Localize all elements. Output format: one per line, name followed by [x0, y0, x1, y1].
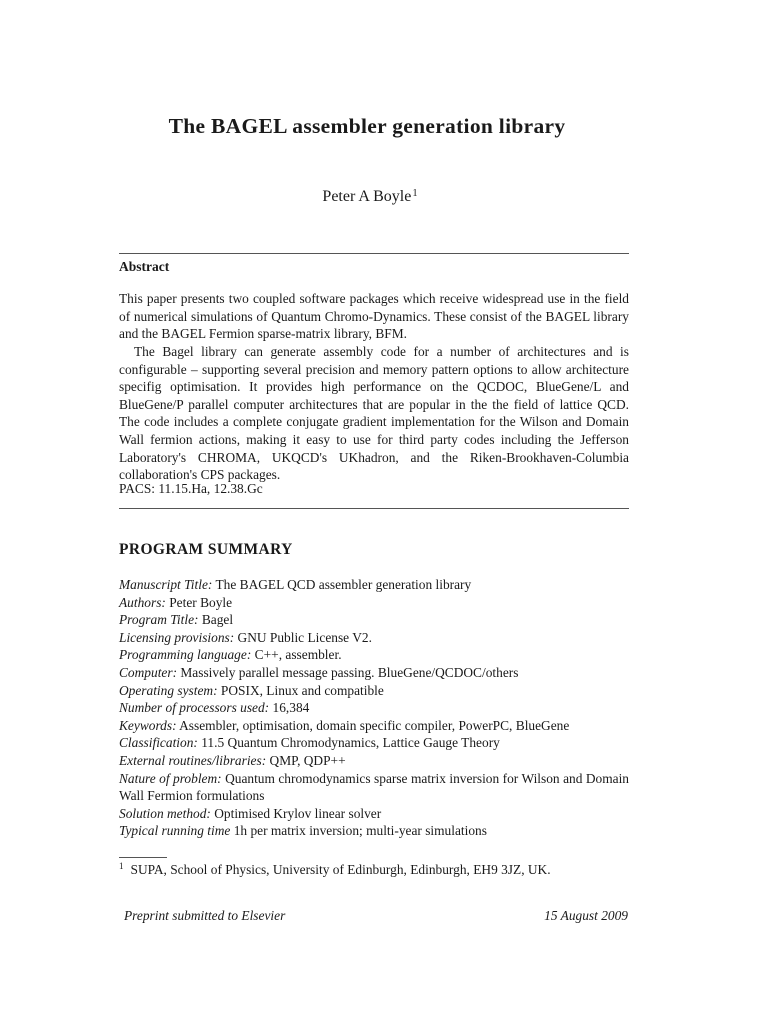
summary-value: POSIX, Linux and compatible: [220, 682, 384, 698]
summary-row: [119, 770, 629, 805]
summary-value: Quantum chromodynamics sparse matrix inversion for Wilson and Domain Wall Fermion formulations: [119, 770, 629, 804]
summary-value: Optimised Krylov linear solver: [214, 805, 382, 821]
author-footnote-mark: 1: [412, 188, 418, 199]
summary-key: Number of processors used:: [119, 700, 270, 716]
preprint-date: 15 August 2009: [544, 908, 628, 923]
summary-row: [119, 734, 629, 752]
summary-value: 16,384: [272, 700, 310, 716]
summary-key: Keywords:: [119, 717, 177, 733]
summary-row: [119, 664, 629, 682]
summary-key: Operating system:: [119, 682, 218, 698]
summary-value: Bagel: [201, 612, 234, 628]
footnote-rule: [119, 857, 167, 858]
summary-key: Computer:: [119, 664, 178, 680]
summary-key: Classification:: [119, 735, 198, 751]
pacs-line: PACS: 11.15.Ha, 12.38.Gc: [119, 481, 263, 496]
summary-row: [119, 629, 629, 647]
summary-value: 11.5 Quantum Chromodynamics, Lattice Gauge Theory: [201, 735, 500, 751]
abstract-top-rule: [119, 253, 629, 254]
summary-key: External routines/libraries:: [119, 752, 267, 768]
summary-key: Solution method:: [119, 805, 211, 821]
abstract-paragraph-2: [119, 343, 629, 484]
summary-key: Licensing provisions:: [119, 629, 235, 645]
summary-row: [119, 576, 629, 594]
summary-key: Program Title:: [119, 612, 199, 628]
summary-row: [119, 805, 629, 823]
program-summary-heading: PROGRAM SUMMARY: [119, 541, 293, 558]
summary-row: [119, 594, 629, 612]
summary-value: Peter Boyle: [169, 594, 233, 610]
summary-key: Authors:: [119, 594, 166, 610]
summary-key: Programming language:: [119, 647, 252, 663]
author-line: [0, 188, 740, 206]
author-name: Peter A Boyle: [322, 188, 412, 205]
summary-value: The BAGEL QCD assembler generation library: [215, 577, 472, 592]
abstract-bottom-rule: [119, 508, 629, 509]
footnote-mark: 1: [119, 861, 124, 871]
summary-value: GNU Public License V2.: [237, 629, 372, 645]
summary-value: QMP, QDP++: [269, 752, 346, 768]
footnote: [119, 861, 551, 878]
abstract-heading: Abstract: [119, 259, 170, 274]
summary-row: [119, 646, 629, 664]
summary-value: 1h per matrix inversion; multi-year simulations: [233, 823, 487, 839]
summary-value: C++, assembler.: [254, 647, 342, 663]
abstract-paragraph-2-text: The Bagel library can generate assembly code for a number of architectures and is configurable – supporting several precision and memory pattern options to allow architecture specifig optimisation. It provides high performance on the QCDOC, BlueGene/L and BlueGene/P parallel computer architectures that are popular in the the field of lattice QCD. The code includes a complete conjugate gradient implementation for the Wilson and Domain Wall fermion actions, making it easy to use for third party codes including the Jefferson Laboratory's CHROMA, UKQCD's UKhadron, and the Riken-Brookhaven-Columbia collaboration's CPS packages.: [119, 344, 629, 483]
summary-row: [119, 699, 629, 717]
footnote-text: SUPA, School of Physics, University of Edinburgh, Edinburgh, EH9 3JZ, UK.: [130, 862, 551, 877]
summary-key: Manuscript Title:: [119, 577, 213, 592]
paper-title: The BAGEL assembler generation library: [168, 114, 566, 138]
summary-key: Typical running time: [119, 823, 231, 839]
summary-row: [119, 752, 629, 770]
summary-key: Nature of problem:: [119, 770, 222, 786]
program-summary-list: [119, 576, 629, 840]
summary-value: Assembler, optimisation, domain specific compiler, PowerPC, BlueGene: [179, 717, 570, 733]
summary-value: Massively parallel message passing. BlueGene/QCDOC/others: [180, 664, 519, 680]
summary-row: [119, 822, 629, 840]
summary-row: [119, 611, 629, 629]
summary-row: [119, 682, 629, 700]
summary-row: [119, 717, 629, 735]
preprint-notice: Preprint submitted to Elsevier: [124, 908, 286, 923]
abstract-paragraph-1: This paper presents two coupled software packages which receive widespread use in the field of numerical simulations of Quantum Chromo-Dynamics. These consist of the BAGEL library and the BAGEL Fermion sparse-matrix library, BFM.: [119, 291, 629, 342]
